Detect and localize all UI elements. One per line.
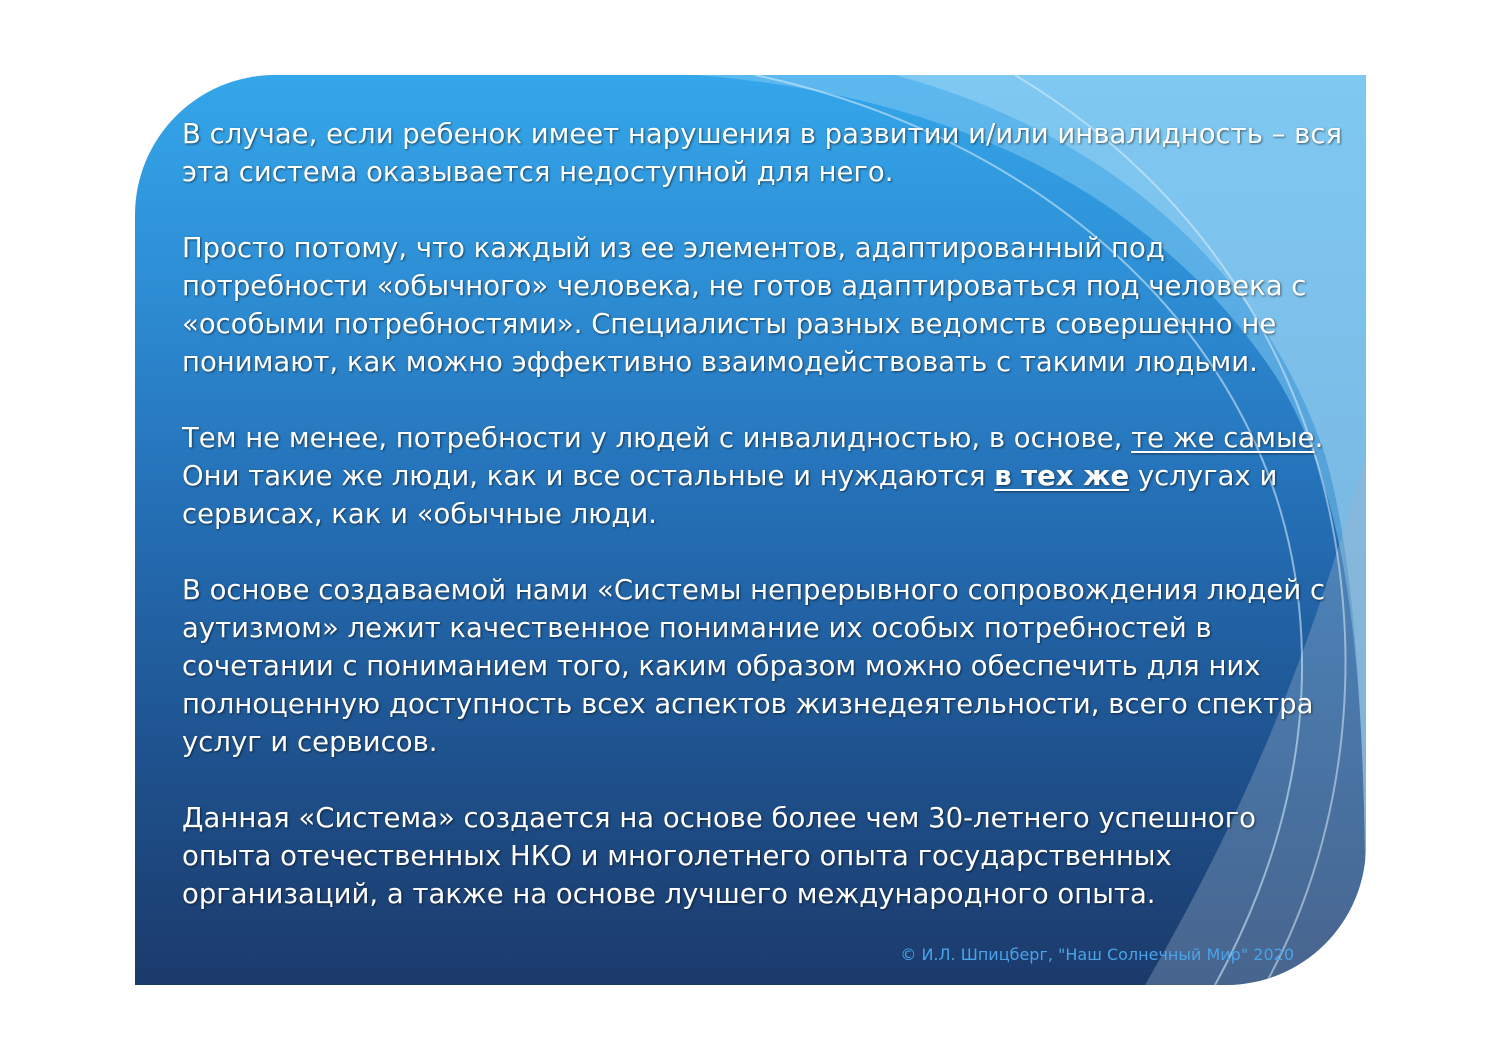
paragraph-1: В случае, если ребенок имеет нарушения в развитии и/или инвалидность – вся эта система оказывается недоступной для него. (182, 118, 1343, 188)
slide-text (182, 115, 1352, 951)
paragraph-3-underlined: те же самые (1131, 422, 1315, 454)
paragraph-3 (182, 419, 1352, 533)
paragraph-3-text-c: услугах и сервисах, как и «обычные люди. (182, 460, 1278, 530)
slide-panel (135, 75, 1366, 985)
paragraph-2: Просто потому, что каждый из ее элементов, адаптированный под потребности «обычного» человека, не готов адаптироваться под человека с «особыми потребностями». Специалисты разных ведомств совершенно не понимают, как можно эффективно взаимодействовать с такими людьми. (182, 232, 1307, 378)
copyright-notice: © И.Л. Шпицберг, "Наш Солнечный Мир" 2020 (900, 945, 1294, 964)
paragraph-4: В основе создаваемой нами «Системы непрерывного сопровождения людей с аутизмом» лежит качественное понимание их особых потребностей в сочетании с пониманием того, каким образом можно обеспечить для них полноценную доступность всех аспектов жизнедеятельности, всего спектра услуг и сервисов. (182, 574, 1326, 758)
paragraph-5: Данная «Система» создается на основе более чем 30-летнего успешного опыта отечественных НКО и многолетнего опыта государственных организаций, а также на основе лучшего международного опыта. (182, 802, 1256, 910)
paragraph-3-bold-underlined: в тех же (994, 460, 1130, 492)
paragraph-3-text-a: Тем не менее, потребности у людей с инвалидностью, в основе, (182, 422, 1132, 454)
paragraph-3-text-b: . Они такие же люди, как и все остальные и нуждаются (182, 422, 1324, 492)
